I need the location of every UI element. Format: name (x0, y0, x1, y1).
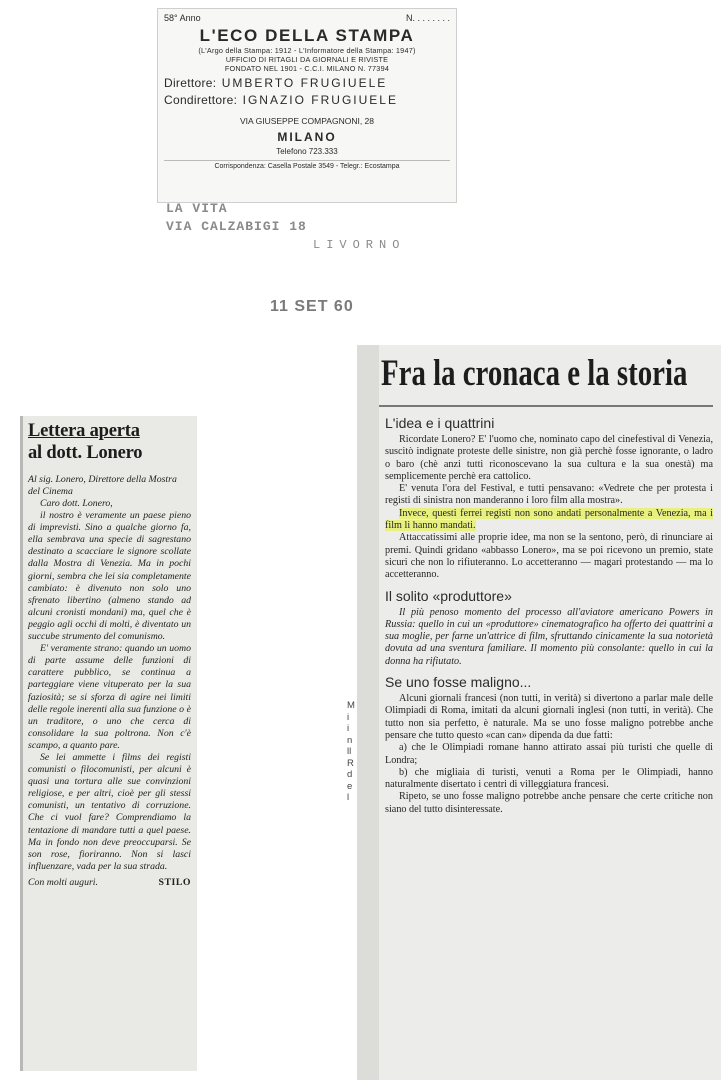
open-letter-body (28, 498, 191, 873)
news-column-clipping (357, 345, 721, 1080)
news-paragraph: Attaccatissimi alle proprie idee, ma non se la sentono, però, di rinunciare ai premi. Quindi gridano «abbasso Lonero», ma se poi ricevono un premio, state sicuri che non lo rifiuteranno. Lo accetteranno — magari protestando — ma lo accetteranno. (385, 532, 713, 581)
open-letter-title-line-2: al dott. Lonero (28, 443, 143, 463)
section-body-producer (385, 607, 713, 668)
codirector-line (164, 93, 450, 107)
news-paragraph: E' venuta l'ora del Festival, e tutti pensavano: «Vedrete che per protesta i registi di sinistra non manderanno i loro film alla mostra». (385, 483, 713, 507)
bureau-city: MILANO (277, 130, 337, 144)
bureau-correspondence: Corrispondenza: Casella Postale 3549 - Telegr.: Ecostampa (164, 160, 450, 170)
bureau-subtitle-3: FONDATO NEL 1901 - C.C.I. MILANO N. 77394 (224, 64, 390, 73)
open-letter-clipping (20, 416, 197, 1071)
section-title-producer: Il solito «produttore» (385, 587, 512, 604)
news-paragraph: Ripeto, se uno fosse maligno potrebbe anche pensare che certe critiche non siano del tutto disinteressate. (385, 791, 713, 815)
headline-rule (379, 405, 713, 407)
bureau-subtitle-1: (L'Argo della Stampa: 1912 - L'Informatore della Stampa: 1947) (198, 46, 416, 55)
fragment-letter: l (347, 792, 350, 803)
highlighted-text: Invece, questi ferrei registi non sono andati personalmente a Venezia, ma i film li hanno mandati. (385, 507, 713, 532)
open-letter-title-line-1: Lettera aperta (28, 421, 140, 441)
section-body-idea (385, 434, 713, 582)
news-paragraph: Alcuni giornali francesi (non tutti, in verità) si divertono a parlar male delle Olimpiadi di Roma, imitati da alcuni giornali inglesi (non tutti, in verità). Che tutto non sia perfetto, è naturale. Ma se uno fosse maligno potrebbe anche pensare che tutto questo «can can» dipenda da due fatti: (385, 693, 713, 741)
open-letter-closing: Con molti auguri. (28, 876, 98, 888)
open-letter-salutation: Caro dott. Lonero, (40, 498, 113, 509)
open-letter-paragraph: il nostro è veramente un paese pieno di imprevisti. Sino a qualche giorno fa, ella sembrava una specie di sagrestano destinato a scacciare le signore scollate dalla Mostra di Venezia. Ma in pochi giorni, sembra che lei sia completamente cambiato: è divenuto non solo uno sfrenato libertino (almeno stando ad alcuni cronisti mondani) ma, quel che è peggio agli occhi di molti, è diventato un succube strumento del comunismo. (28, 510, 191, 643)
fragment-letter: i (347, 711, 350, 723)
bureau-address: VIA GIUSEPPE COMPAGNONI, 28 (240, 116, 374, 126)
fragment-letter: n (347, 734, 353, 746)
fragment-letter: R (347, 757, 354, 769)
codirector-label: Condirettore: (164, 93, 238, 107)
fragment-letter: M (347, 700, 355, 711)
bureau-phone: Telefono 723.333 (276, 147, 338, 156)
open-letter-title (28, 420, 191, 464)
open-letter-signoff (28, 877, 191, 888)
year-label: 58° Anno (164, 13, 201, 23)
section-body-malicious (385, 693, 713, 816)
section-title-malicious: Se uno fosse maligno... (385, 674, 532, 691)
director-label: Direttore: (164, 76, 217, 90)
fragment-letter: i (347, 723, 350, 734)
stamp-publication: LA VITA (166, 201, 228, 216)
news-list-item: b) che migliaia di turisti, venuti a Roma per le Olimpiadi, hanno naturalmente disertato i centri di villeggiatura francesi. (385, 766, 713, 791)
news-list-item: a) che le Olimpiadi romane hanno attirato assai più turisti che quelle di Londra; (385, 742, 713, 766)
stamp-city: LIVORNO (313, 238, 406, 252)
fragment-letter: e (347, 780, 353, 792)
news-paragraph: Ricordate Lonero? E' l'uomo che, nominato capo del cinefestival di Venezia, suscitò indignate proteste delle sinistre, non già perchè fosse ignorante, o ladro o baro (chè anzi tutti riconoscevano la sua cultura e la sua onestà) ma semplicemente perchè era cattolico. (385, 434, 713, 482)
stamp-street: VIA CALZABIGI 18 (166, 219, 307, 234)
open-letter-addressee: Al sig. Lonero, Direttore della Mostra del Cinema (28, 474, 177, 497)
fragment-letter: d (347, 769, 353, 780)
bureau-title: L'ECO DELLA STAMPA (199, 26, 415, 45)
director-name: UMBERTO FRUGIUELE (221, 76, 388, 90)
codirector-name: IGNAZIO FRUGIUELE (242, 93, 398, 107)
open-letter-paragraph: Se lei ammette i films dei registi comunisti o filocomunisti, per alcuni è quasi una tortura alle sue convinzioni religiose, e per altri, cioè per gli stessi comunisti, un tentativo di corruzione. Che ci vuol fare? Comprendiamo la tentazione di mandare tutti a quel paese. Ma in fondo non deve preoccuparsi. Se son rose, fioriranno. Non si lasci influenzare, vada per la sua strada. (28, 751, 191, 872)
adjacent-column-fragment (347, 700, 357, 810)
news-column-headline: Fra la cronaca e la storia (381, 353, 688, 394)
header-top-row (164, 13, 450, 23)
news-paragraph-highlighted (385, 508, 713, 533)
number-label: N. . . . . . . . (405, 13, 450, 23)
stamp-date: 11 SET 60 (270, 298, 354, 315)
open-letter-paragraph: E' veramente strano: quando un uomo di parte assume delle funzioni di carattere pubblico, se continua a parteggiare viene vituperato per la sua faziosità; se si sforza di agire nei limiti delle regole inerenti alla sua funzione o è un traditore, o uno che cerca di consolidare la sua poltrona. Non c'è scampo, a quanto pare. (28, 643, 191, 751)
director-line (164, 76, 450, 90)
clipping-bureau-header (157, 8, 457, 203)
section-title-idea: L'idea e i quattrini (385, 415, 495, 431)
open-letter-signature: STILO (158, 876, 191, 888)
news-paragraph: Il più penoso momento del processo all'aviatore americano Powers in Russia: quello in cui un «produttore» cinematografico ha offerto dei quattrini a sua moglie, per farne un'attrice di film, sfruttando cinicamente la sua notorietà dovuta ad una sventura familiare. Il momento più consolante: quello in cui la donna ha rifiutato. (385, 606, 713, 667)
bureau-subtitle-2: UFFICIO DI RITAGLI DA GIORNALI E RIVISTE (225, 55, 389, 64)
fragment-letter: ll (347, 746, 352, 757)
